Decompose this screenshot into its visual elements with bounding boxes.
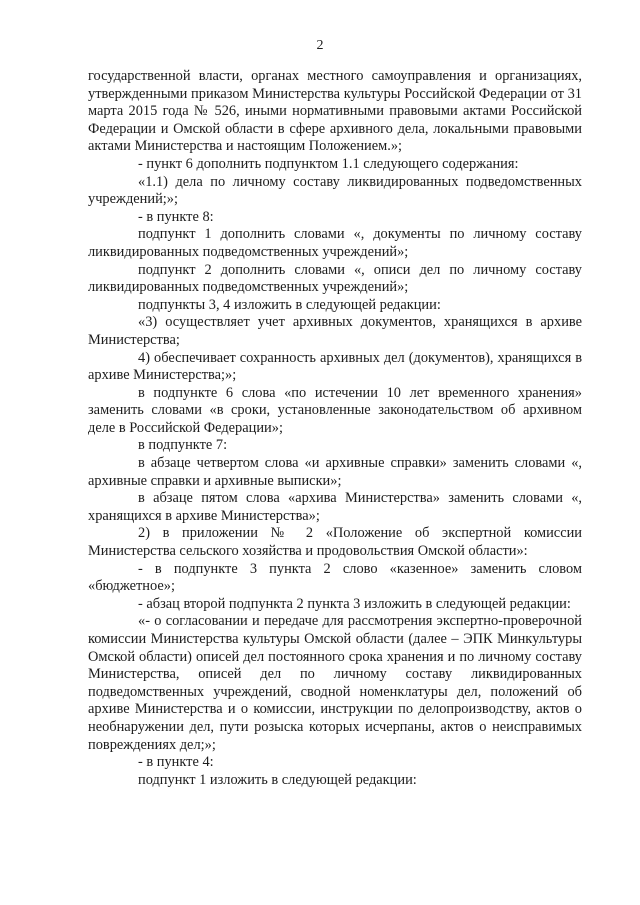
paragraph: в абзаце пятом слова «архива Министерства» заменить словами «, хранящихся в архиве Министерства»; xyxy=(88,490,582,524)
page-number: 2 xyxy=(316,38,324,53)
paragraph: подпункт 1 дополнить словами «, документы по личному составу ликвидированных подведомственных учреждений»; xyxy=(88,226,582,260)
paragraph: 4) обеспечивает сохранность архивных дел (документов), хранящихся в архиве Министерства;»; xyxy=(88,349,582,384)
paragraph: «3) осуществляет учет архивных документов, хранящихся в архиве Министерства; xyxy=(88,314,582,348)
paragraph: в подпункте 6 слова «по истечении 10 лет временного хранения» заменить словами «в сроки, установленные законодательством об архивном деле в Российской Федерации»; xyxy=(88,384,582,436)
document-body xyxy=(88,68,582,789)
paragraph: подпункты 3, 4 изложить в следующей редакции: xyxy=(138,296,441,313)
paragraph: в подпункте 7: xyxy=(138,437,228,454)
paragraph: - в пункте 4: xyxy=(138,754,214,771)
paragraph: - пункт 6 дополнить подпунктом 1.1 следующего содержания: xyxy=(138,155,519,172)
paragraph: подпункт 2 дополнить словами «, описи дел по личному составу ликвидированных подведомственных учреждений»; xyxy=(88,261,582,296)
paragraph: - абзац второй подпункта 2 пункта 3 изложить в следующей редакции: xyxy=(138,595,571,612)
paragraph: подпункт 1 изложить в следующей редакции: xyxy=(138,771,417,788)
paragraph-continuation: государственной власти, органах местного самоуправления и организациях, утвержденными приказом Министерства культуры Российской Федерации от 31 марта 2015 года № 526, иными нормативными правовыми актами Российской Федерации и Омской области в сфере архивного дела, локальными правовыми актами Министерства и настоящим Положением.»; xyxy=(88,68,582,155)
paragraph: в абзаце четвертом слова «и архивные справки» заменить словами «, архивные справки и архивные выписки»; xyxy=(88,455,582,489)
paragraph: «- о согласовании и передаче для рассмотрения экспертно-проверочной комиссии Министерства культуры Омской области (далее – ЭПК Минкультуры Омской области) описей дел постоянного срока хранения и по личному составу Министерства, описей дел по личному составу ликвидированных подведомственных учреждений, сводной номенклатуры дел, положений об архиве Министерства и о комиссии, инструкции по делопроизводству, актов о необнаружении дел, пути розыска которых исчерпаны, актов о неисправимых повреждениях дел;»; xyxy=(88,613,582,753)
paragraph: - в пункте 8: xyxy=(138,208,214,225)
paragraph: 2) в приложении № 2 «Положение об экспертной комиссии Министерства сельского хозяйства и продовольствия Омской области»: xyxy=(88,525,582,560)
paragraph: «1.1) дела по личному составу ликвидированных подведомственных учреждений;»; xyxy=(88,173,582,208)
paragraph: - в подпункте 3 пункта 2 слово «казенное» заменить словом «бюджетное»; xyxy=(88,560,582,595)
